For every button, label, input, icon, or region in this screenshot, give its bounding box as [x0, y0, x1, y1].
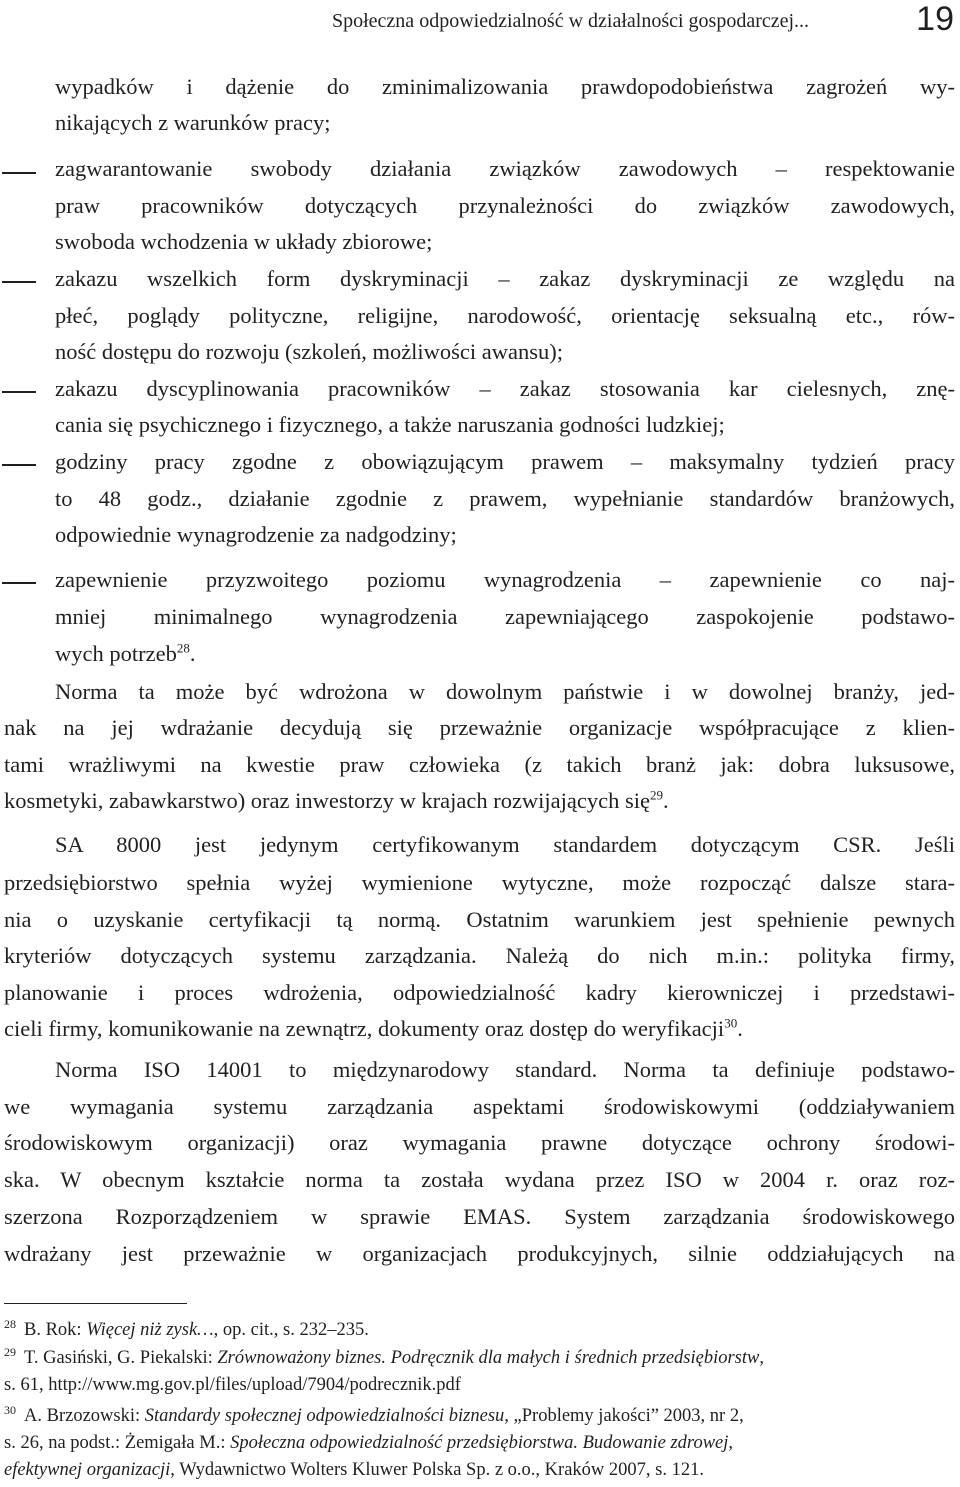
text-line: cieli firmy, komunikowanie na zewnątrz, dokumenty oraz dostęp do weryfikacji$^{30}$. [4, 1015, 743, 1041]
list-dash [2, 391, 36, 393]
list-dash [2, 582, 36, 584]
footnote-30: $^{30}$ A. Brzozowski: Standardy społecznej odpowiedzialności biznesu, „Problemy jakości” 2003, nr 2, [4, 1402, 744, 1426]
text-line: płeć, poglądy polityczne, religijne, narodowość, orientację seksualną etc., rów- [55, 303, 955, 328]
text-line: we wymagania systemu zarządzania aspektami środowiskowymi (oddziaływaniem [4, 1094, 955, 1119]
footnote-ref: 29 [650, 787, 663, 803]
footnote-28: $^{28}$ B. Rok: Więcej niż zysk…, op. cit., s. 232–235. [4, 1316, 369, 1340]
text-line: godziny pracy zgodne z obowiązującym prawem – maksymalny tydzień pracy [55, 449, 955, 474]
text-line: tami wrażliwymi na kwestie praw człowieka (z takich branż jak: dobra luksusowe, [4, 752, 955, 777]
footnote-30-line-2: s. 26, na podst.: Żemigała M.: Społeczna odpowiedzialność przedsiębiorstwa. Budowanie zdrowej, [4, 1433, 734, 1453]
text-line: kryteriów dotyczących systemu zarządzania. Należą do nich m.in.: polityka firmy, [4, 943, 955, 968]
footnote-ref: 30 [724, 1015, 738, 1031]
text-line: środowiskowym organizacji) oraz wymagania prawne dotyczące ochrony środowi- [4, 1130, 955, 1155]
text-line: SA 8000 jest jedynym certyfikowanym standardem dotyczącym CSR. Jeśli [55, 832, 955, 857]
page-number: 19 [916, 0, 954, 38]
text-line: wypadków i dążenie do zminimalizowania prawdopodobieństwa zagrożeń wy- [55, 74, 955, 99]
footnote-29-line-2: s. 61, http://www.mg.gov.pl/files/upload/7904/podrecznik.pdf [4, 1375, 461, 1395]
text-line: Norma ta może być wdrożona w dowolnym państwie i w dowolnej branży, jed- [55, 679, 955, 704]
text-line: zapewnienie przyzwoitego poziomu wynagrodzenia – zapewnienie co naj- [55, 567, 955, 592]
text-line: swoboda wchodzenia w układy zbiorowe; [55, 229, 433, 254]
text-line: Norma ISO 14001 to międzynarodowy standard. Norma ta definiuje podstawo- [55, 1057, 955, 1082]
footnote-29: $^{29}$ T. Gasiński, G. Piekalski: Zrównoważony biznes. Podręcznik dla małych i średnich przedsiębiorstw, [4, 1344, 764, 1368]
text-line: zagwarantowanie swobody działania związków zawodowych – respektowanie [55, 156, 955, 181]
list-dash [2, 281, 36, 283]
text-line: zakazu dyscyplinowania pracowników – zakaz stosowania kar cielesnych, znę- [55, 376, 955, 401]
text-line: nia o uzyskanie certyfikacji tą normą. Ostatnim warunkiem jest spełnienie pewnych [4, 907, 955, 932]
page-header [0, 0, 960, 50]
text-line: przedsiębiorstwo spełnia wyżej wymienione wytyczne, może rozpocząć dalsze stara- [4, 870, 955, 895]
text-line: planowanie i proces wdrożenia, odpowiedzialność kadry kierowniczej i przedstawi- [4, 980, 955, 1005]
text-line: praw pracowników dotyczących przynależności do związków zawodowych, [55, 193, 955, 218]
running-title: Społeczna odpowiedzialność w działalności gospodarczej... [332, 10, 810, 32]
footnote-separator [4, 1303, 187, 1304]
text-line: odpowiednie wynagrodzenie za nadgodziny; [55, 522, 457, 547]
text-line: ność dostępu do rozwoju (szkoleń, możliwości awansu); [55, 339, 564, 364]
text-line: nak na jej wdrażanie decydują się przeważnie organizacje współpracujące z klien- [4, 715, 955, 740]
text-line: cania się psychicznego i fizycznego, a także naruszania godności ludzkiej; [55, 412, 725, 437]
text-line: kosmetyki, zabawkarstwo) oraz inwestorzy w krajach rozwijających się$^{29}$. [4, 787, 669, 813]
list-dash [2, 172, 36, 174]
list-dash [2, 464, 36, 466]
text-line: to 48 godz., działanie zgodnie z prawem, wypełnianie standardów branżowych, [55, 486, 955, 511]
text-line: ska. W obecnym kształcie norma ta została wydana przez ISO w 2004 r. oraz roz- [4, 1167, 955, 1192]
text-line: nikających z warunków pracy; [55, 110, 331, 135]
text-line: wych potrzeb$^{28}$. [55, 640, 196, 666]
text-line: wdrażany jest przeważnie w organizacjach produkcyjnych, silnie oddziałujących na [4, 1241, 955, 1266]
footnote-ref: 28 [176, 640, 190, 656]
footnote-30-line-3: efektywnej organizacji, Wydawnictwo Wolters Kluwer Polska Sp. z o.o., Kraków 2007, s. 121. [4, 1460, 704, 1480]
text-line: szerzona Rozporządzeniem w sprawie EMAS. System zarządzania środowiskowego [4, 1204, 955, 1229]
text-line: mniej minimalnego wynagrodzenia zapewniającego zaspokojenie podstawo- [55, 604, 955, 629]
text-line: zakazu wszelkich form dyskryminacji – zakaz dyskryminacji ze względu na [55, 266, 955, 291]
